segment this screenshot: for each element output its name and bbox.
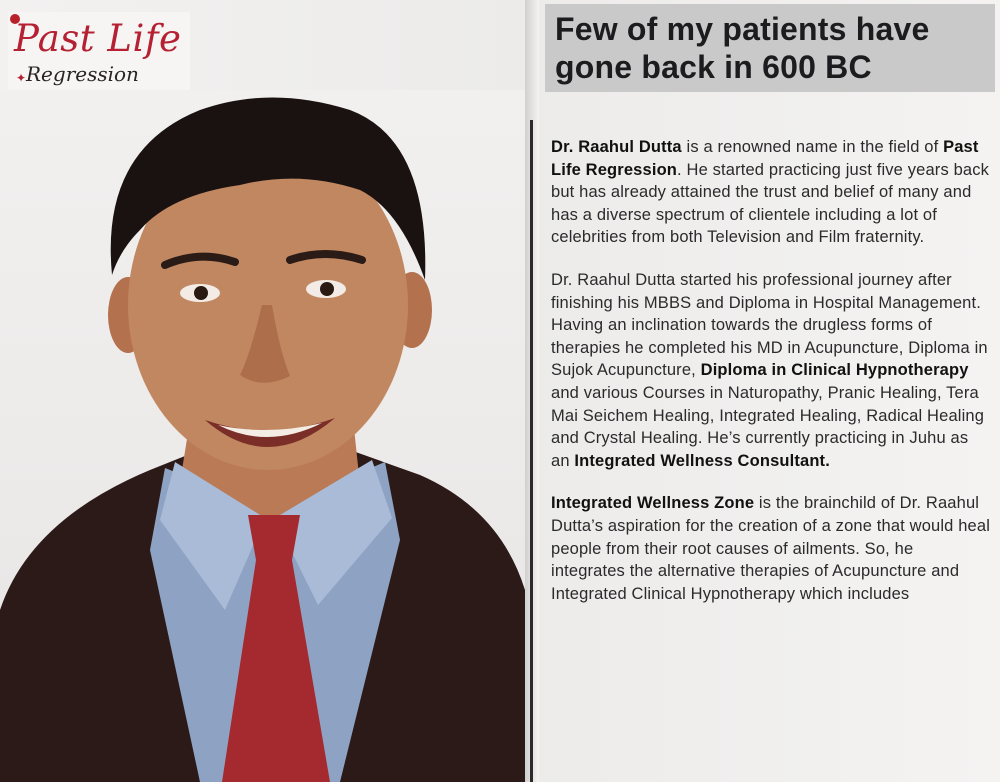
logo-title: Past Life xyxy=(14,17,182,60)
past-life-regression-logo xyxy=(8,12,190,92)
portrait-photo xyxy=(0,90,525,782)
pupil-right xyxy=(320,282,334,296)
paragraph-1-text-a: is a renowned name in the field of xyxy=(681,138,944,156)
headline-line-1: Few of my patients have xyxy=(555,11,930,47)
diploma-name: Diploma in Clinical Hypnotherapy xyxy=(700,361,969,380)
pupil-left xyxy=(194,286,208,300)
doctor-name: Dr. Raahul Dutta xyxy=(551,138,682,156)
portrait-illustration xyxy=(0,90,525,782)
headline xyxy=(545,4,995,86)
logo-star-icon: ✦ xyxy=(16,71,27,85)
article-body xyxy=(551,136,991,625)
paragraph-2-text-a: Dr. Raahul Dutta started his professional journey after finishing his MBBS and Diploma in Hospital Management. Having an inclination towards the drugless forms of therapies he completed his MD in Acupuncture, Diploma in Sujok Acupuncture, xyxy=(551,270,988,380)
paragraph-1-text-b: . He started practicing just five years back but has already attained the trust and belief of many and has a diverse spectrum of clientele including a lot of celebrities from both Television and Film fraternity. xyxy=(551,160,990,247)
column-rule xyxy=(530,120,533,782)
headline-line-2: gone back in 600 BC xyxy=(555,49,872,85)
logo-subtitle: Regression xyxy=(26,62,139,86)
paragraph-2 xyxy=(551,269,991,472)
headline-box xyxy=(545,4,995,92)
zone-name: Integrated Wellness Zone xyxy=(551,494,755,513)
paragraph-3-text: is the brainchild of Dr. Raahul Dutta’s aspiration for the creation of a zone that would heal people from their root causes of ailments. So, he integrates the alternative therapies of Acupuncture and Integrated Clinical Hypnotherapy which includes xyxy=(551,494,991,603)
paragraph-3 xyxy=(551,492,991,605)
tie-knot xyxy=(248,515,300,560)
role-title: Integrated Wellness Consultant. xyxy=(574,451,830,470)
field-name: Past Life Regression xyxy=(551,138,979,179)
paragraph-2-text-b: and various Courses in Naturopathy, Pranic Healing, Tera Mai Seichem Healing, Integrated Healing, Radical Healing and Crystal Healing. He’s currently practicing in Juhu as an xyxy=(551,383,985,470)
paragraph-1 xyxy=(551,136,991,249)
